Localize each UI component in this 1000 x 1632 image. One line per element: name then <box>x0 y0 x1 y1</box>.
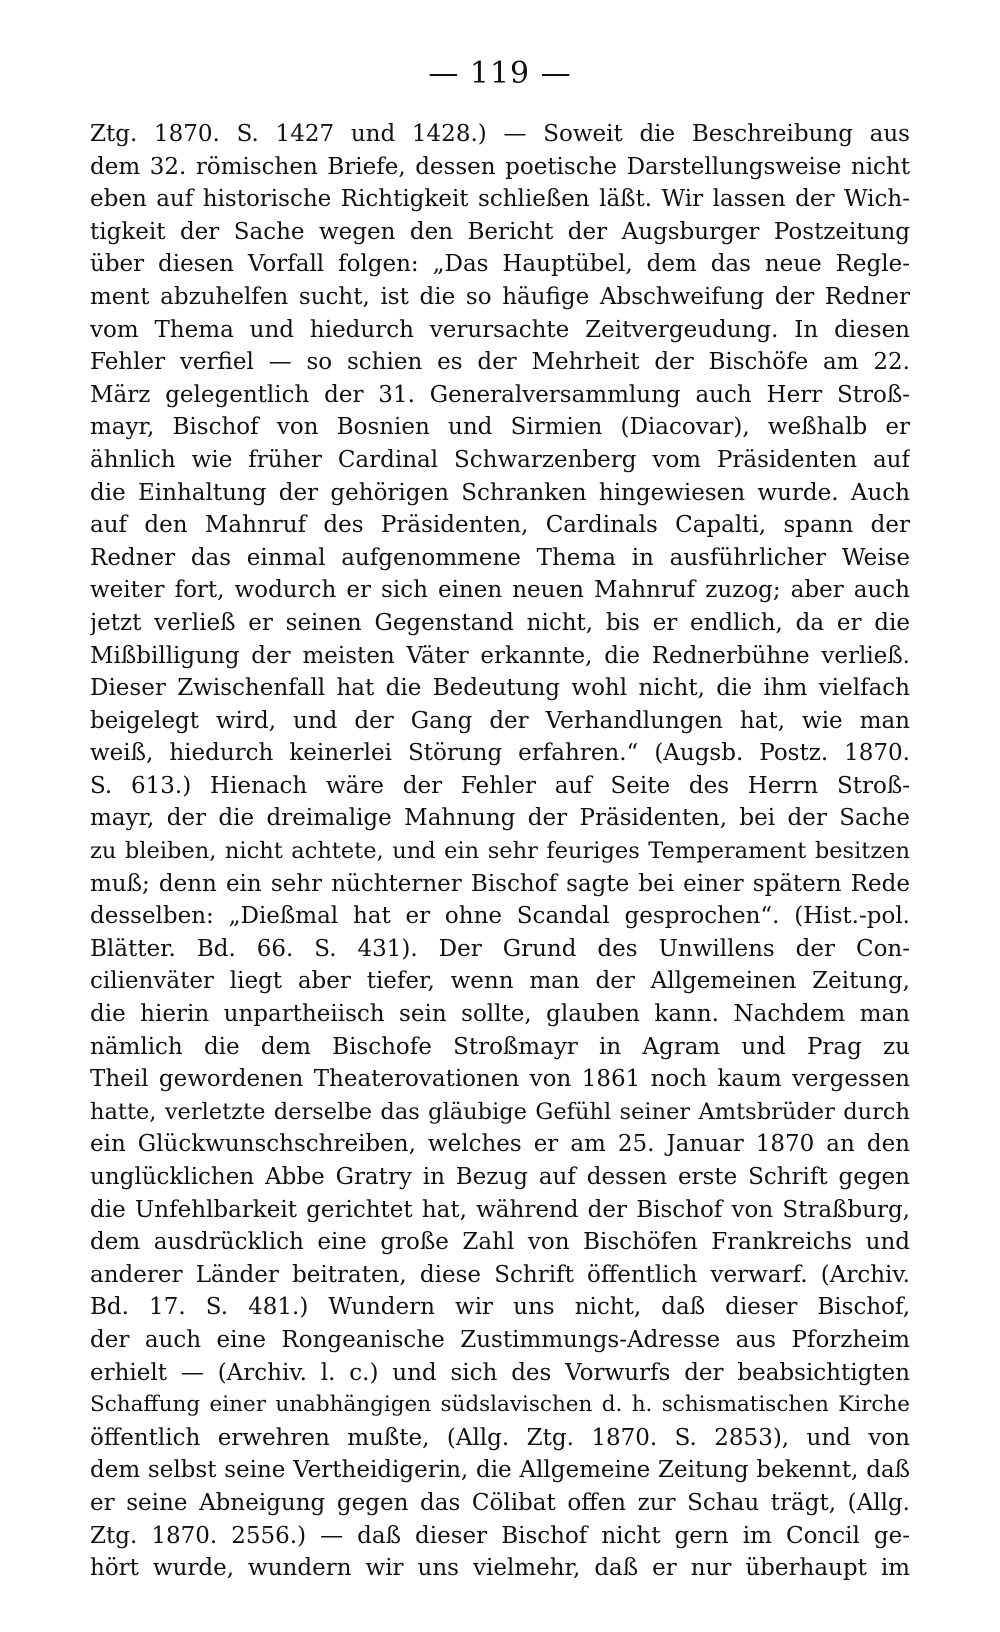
text-line: ein Glückwunschschreiben, welches er am 25. Januar 1870 an den <box>90 1131 910 1158</box>
text-line: mayr, der die dreimalige Mahnung der Präsidenten, bei der Sache <box>90 805 910 832</box>
text-line: dem 32. römischen Briefe, dessen poetische Darstellungsweise nicht <box>90 153 910 180</box>
page-number: — 119 — <box>428 56 572 91</box>
text-line: erhielt — (Archiv. l. c.) und sich des Vorwurfs der beabsichtigten <box>90 1359 910 1386</box>
text-line: tigkeit der Sache wegen den Bericht der Augsburger Postzeitung <box>90 218 910 245</box>
text-line: Fehler verfiel — so schien es der Mehrheit der Bischöfe am 22. <box>90 349 910 376</box>
text-line: hatte, verletzte derselbe das gläubige Gefühl seiner Amtsbrüder durch <box>90 1098 910 1125</box>
text-line: Bd. 17. S. 481.) Wundern wir uns nicht, daß dieser Bischof, <box>90 1294 910 1321</box>
text-line: beigelegt wird, und der Gang der Verhandlungen hat, wie man <box>90 707 910 734</box>
text-line: weiter fort, wodurch er sich einen neuen Mahnruf zuzog; aber auch <box>90 577 910 604</box>
body-text <box>90 118 910 1585</box>
text-line: Theil gewordenen Theaterovationen von 1861 noch kaum vergessen <box>90 1066 910 1093</box>
text-line: die Einhaltung der gehörigen Schranken hingewiesen wurde. Auch <box>90 479 910 506</box>
text-line: der auch eine Rongeanische Zustimmungs-Adresse aus Pforzheim <box>90 1326 910 1353</box>
text-line: Mißbilligung der meisten Väter erkannte, die Rednerbühne verließ. <box>90 642 910 669</box>
text-line: vom Thema und hiedurch verursachte Zeitvergeudung. In diesen <box>90 316 910 343</box>
text-line: nämlich die dem Bischofe Stroßmayr in Agram und Prag zu <box>90 1033 910 1060</box>
text-line: öffentlich erwehren mußte, (Allg. Ztg. 1870. S. 2853), und von <box>90 1424 910 1451</box>
text-line: über diesen Vorfall folgen: „Das Hauptübel, dem das neue Regle- <box>90 251 910 278</box>
text-line: Dieser Zwischenfall hat die Bedeutung wohl nicht, die ihm vielfach <box>90 675 910 702</box>
text-line: März gelegentlich der 31. Generalversammlung auch Herr Stroß- <box>90 381 910 408</box>
text-line: weiß, hiedurch keinerlei Störung erfahren.“ (Augsb. Postz. 1870. <box>90 740 910 767</box>
text-line: cilienväter liegt aber tiefer, wenn man der Allgemeinen Zeitung, <box>90 968 910 995</box>
text-line: zu bleiben, nicht achtete, und ein sehr feuriges Temperament besitzen <box>90 838 910 865</box>
text-line: ment abzuhelfen sucht, ist die so häufige Abschweifung der Redner <box>90 283 910 310</box>
text-line: unglücklichen Abbe Gratry in Bezug auf dessen erste Schrift gegen <box>90 1164 910 1190</box>
text-line: desselben: „Dießmal hat er ohne Scandal gesprochen“. (Hist.-pol. <box>90 903 910 930</box>
text-line: Ztg. 1870. 2556.) — daß dieser Bischof nicht gern im Concil ge- <box>90 1522 910 1549</box>
text-line: die Unfehlbarkeit gerichtet hat, während der Bischof von Straßburg, <box>90 1196 910 1223</box>
text-line: Blätter. Bd. 66. S. 431). Der Grund des Unwillens der Con- <box>90 935 910 962</box>
text-line: Schaffung einer unabhängigen südslavischen d. h. schismatischen Kirche <box>90 1392 910 1418</box>
text-line: dem selbst seine Vertheidigerin, die Allgemeine Zeitung bekennt, daß <box>90 1457 910 1484</box>
text-line: Ztg. 1870. S. 1427 und 1428.) — Soweit die Beschreibung aus <box>90 121 910 147</box>
text-line: Redner das einmal aufgenommene Thema in ausführlicher Weise <box>90 544 910 571</box>
text-line: die hierin unpartheiisch sein sollte, glauben kann. Nachdem man <box>90 1001 910 1028</box>
text-line: jetzt verließ er seinen Gegenstand nicht, bis er endlich, da er die <box>90 609 910 636</box>
text-line: muß; denn ein sehr nüchterner Bischof sagte bei einer spätern Rede <box>90 870 910 897</box>
text-line: auf den Mahnruf des Präsidenten, Cardinals Capalti, spann der <box>90 512 910 539</box>
text-line: hört wurde, wundern wir uns vielmehr, daß er nur überhaupt im <box>90 1555 910 1582</box>
text-line: eben auf historische Richtigkeit schließen läßt. Wir lassen der Wich- <box>90 186 910 213</box>
text-line: dem ausdrücklich eine große Zahl von Bischöfen Frankreichs und <box>90 1229 910 1256</box>
text-line: er seine Abneigung gegen das Cölibat offen zur Schau trägt, (Allg. <box>90 1489 910 1516</box>
text-line: S. 613.) Hienach wäre der Fehler auf Seite des Herrn Stroß- <box>90 772 910 799</box>
text-line: anderer Länder beitraten, diese Schrift öffentlich verwarf. (Archiv. <box>90 1261 910 1288</box>
text-line: mayr, Bischof von Bosnien und Sirmien (Diacovar), weßhalb er <box>90 414 910 441</box>
text-line: ähnlich wie früher Cardinal Schwarzenberg vom Präsidenten auf <box>90 446 910 473</box>
